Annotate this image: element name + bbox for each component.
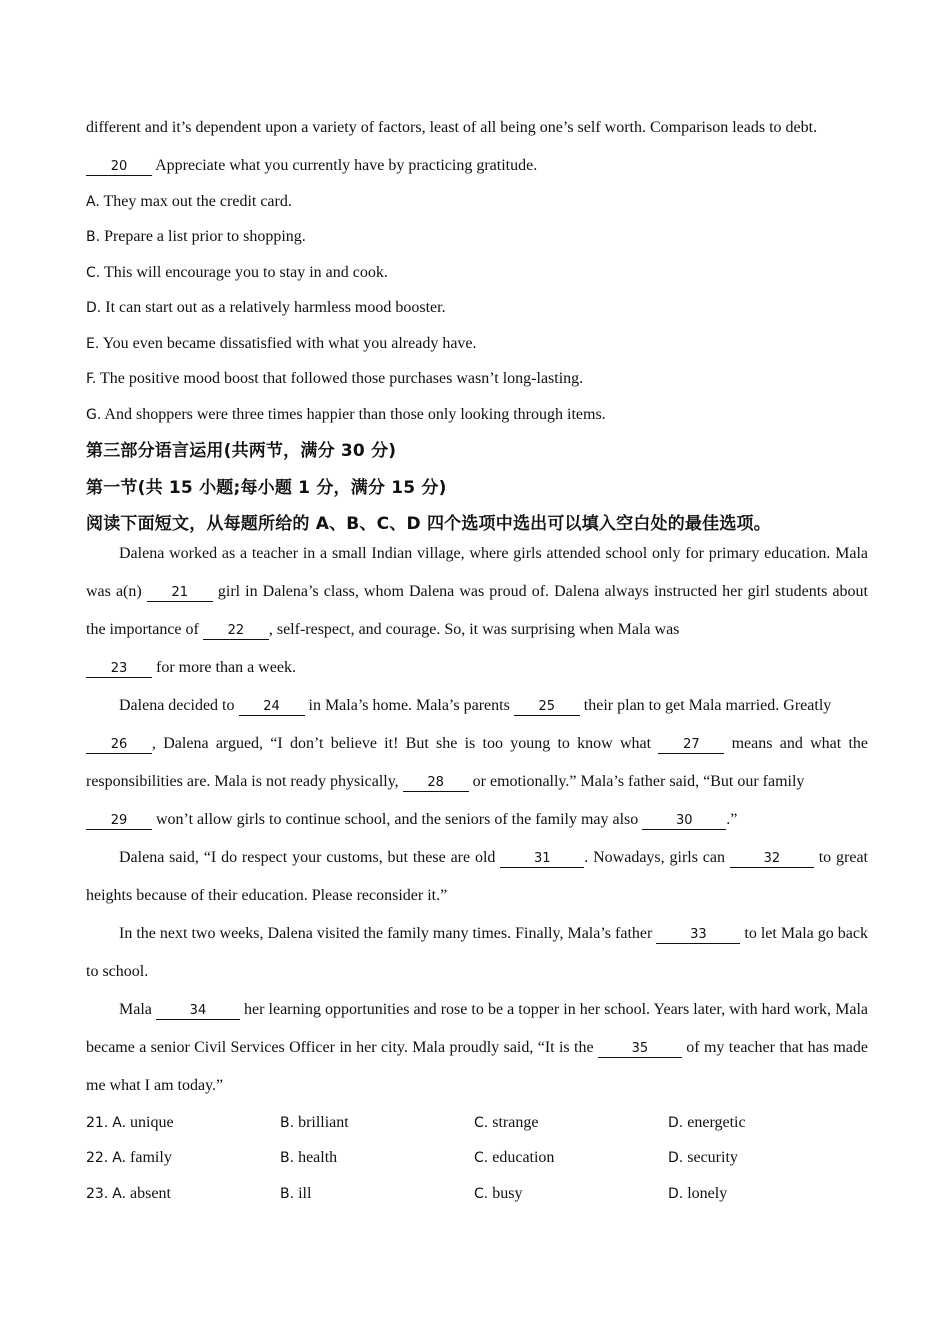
- question-number: 21.: [86, 1114, 109, 1131]
- choice-b: [280, 1144, 474, 1172]
- intro-line: different and it’s dependent upon a variety of factors, least of all being one’s self worth. Comparison leads to debt.: [86, 119, 818, 136]
- choice-letter: C.: [474, 1185, 489, 1202]
- choice-a: [86, 1109, 280, 1137]
- choice-letter: C.: [474, 1114, 489, 1131]
- blank-21: 21: [147, 585, 213, 602]
- blank-29: 29: [86, 813, 152, 830]
- choice-a: [86, 1144, 280, 1172]
- instruction-heading: 阅读下面短文，从每题所给的 A、B、C、D 四个选项中选出可以填入空白处的最佳选项。: [86, 514, 771, 534]
- choice-text: family: [126, 1149, 172, 1166]
- choice-letter: D.: [668, 1114, 684, 1131]
- passage-text: of my teacher that has made me what I am today.”: [86, 1039, 869, 1094]
- passage-text: their plan to get Mala married. Greatly: [579, 697, 832, 714]
- choice-d: [668, 1144, 862, 1172]
- passage-text: , self-respect, and courage. So, it was surprising when Mala was: [268, 621, 680, 638]
- passage-paragraph-3: [86, 839, 868, 915]
- choice-letter: A.: [112, 1150, 127, 1166]
- blank-22: 22: [203, 623, 269, 640]
- choice-letter: D.: [668, 1150, 684, 1166]
- blank-31: 31: [500, 851, 584, 868]
- blank-24: 24: [239, 699, 305, 716]
- choice-letter: A.: [112, 1114, 127, 1131]
- choice-text: unique: [126, 1113, 174, 1131]
- blank-23: 23: [86, 661, 152, 678]
- choice-letter: C.: [474, 1150, 489, 1166]
- blank-25: 25: [514, 699, 580, 716]
- option-text: They max out the credit card.: [99, 192, 292, 210]
- question-list: [86, 1109, 868, 1208]
- blank-27: 27: [658, 737, 724, 754]
- option-text: Prepare a list prior to shopping.: [100, 228, 306, 245]
- option-b: [86, 223, 868, 251]
- choice-letter: B.: [280, 1150, 295, 1166]
- passage-text: to let Mala go back to school.: [86, 925, 869, 980]
- choice-c: [474, 1109, 668, 1137]
- option-text: And shoppers were three times happier than those only looking through items.: [101, 405, 606, 423]
- option-letter: C.: [86, 264, 101, 281]
- passage-text: Dalena decided to: [119, 697, 239, 714]
- choice-text: security: [683, 1149, 738, 1166]
- blank-32: 32: [730, 851, 814, 868]
- option-letter: G.: [86, 406, 102, 423]
- passage-paragraph-5: [86, 991, 868, 1105]
- question-20-text: Appreciate what you currently have by practicing gratitude.: [152, 157, 538, 174]
- option-e: [86, 330, 868, 358]
- choice-d: [668, 1109, 862, 1137]
- blank-20: 20: [86, 159, 152, 176]
- option-letter: E.: [86, 335, 100, 352]
- option-a: [86, 188, 868, 216]
- choice-letter: B.: [280, 1114, 295, 1131]
- passage-text: Dalena worked as a teacher in a small Indian village, where girls attended school only for primary education. Mala was a(n): [86, 545, 868, 600]
- choice-text: busy: [488, 1184, 523, 1202]
- option-text: The positive mood boost that followed those purchases wasn’t long-lasting.: [96, 370, 584, 387]
- section-heading: 第三部分语言运用(共两节，满分 30 分): [86, 441, 397, 461]
- passage-paragraph-4: [86, 915, 868, 991]
- choice-text: ill: [294, 1184, 312, 1202]
- question-20: [86, 152, 868, 180]
- subsection-heading: 第一节(共 15 小题;每小题 1 分，满分 15 分): [86, 477, 447, 498]
- choice-text: brilliant: [294, 1113, 349, 1131]
- blank-35: 35: [598, 1041, 682, 1058]
- passage-text: won’t allow girls to continue school, and the seniors of the family may also: [152, 811, 643, 828]
- blank-34: 34: [156, 1003, 240, 1020]
- choice-text: education: [488, 1149, 555, 1166]
- option-letter: A.: [86, 193, 100, 210]
- choice-text: lonely: [683, 1184, 728, 1202]
- passage-text: for more than a week.: [152, 659, 296, 676]
- option-letter: F.: [86, 371, 97, 387]
- choice-letter: D.: [668, 1185, 684, 1202]
- passage-text: in Mala’s home. Mala’s parents: [304, 697, 514, 714]
- passage-text: . Nowadays, girls can: [584, 849, 730, 866]
- choice-b: [280, 1180, 474, 1208]
- choice-text: strange: [488, 1113, 539, 1131]
- option-letter: D.: [86, 300, 102, 316]
- choice-d: [668, 1180, 862, 1208]
- passage-text: or emotionally.” Mala’s father said, “But our family: [468, 773, 805, 790]
- choice-c: [474, 1144, 668, 1172]
- passage-text: .”: [726, 811, 738, 828]
- choice-letter: B.: [280, 1185, 295, 1202]
- option-list: [86, 188, 868, 429]
- passage-text: her learning opportunities and rose to be a topper in her school. Years later, with hard work, Mala became a senior Civil Services Officer in her city. Mala proudly said, “It is the: [86, 1001, 869, 1056]
- passage-text: Mala: [119, 1001, 156, 1018]
- option-g: [86, 401, 868, 429]
- blank-33: 33: [656, 927, 740, 944]
- choice-text: absent: [126, 1184, 171, 1202]
- choice-a: [86, 1180, 280, 1208]
- option-text: It can start out as a relatively harmless mood booster.: [101, 299, 446, 316]
- choice-text: energetic: [683, 1113, 746, 1131]
- choice-letter: A.: [112, 1185, 127, 1202]
- passage-text: means and what the responsibilities are. Mala is not ready physically,: [86, 735, 869, 790]
- passage-text: girl in Dalena’s class, whom Dalena was proud of. Dalena always instructed her girl students about the importance of: [86, 583, 869, 638]
- question-row-21: [86, 1109, 868, 1137]
- choice-c: [474, 1180, 668, 1208]
- question-number: 22.: [86, 1150, 109, 1166]
- question-row-22: [86, 1144, 868, 1172]
- choice-b: [280, 1109, 474, 1137]
- option-letter: B.: [86, 229, 101, 245]
- passage-paragraph-1: [86, 535, 868, 687]
- option-d: [86, 294, 868, 322]
- blank-30: 30: [642, 813, 726, 830]
- question-number: 23.: [86, 1185, 109, 1202]
- question-row-23: [86, 1180, 868, 1208]
- document-page: [86, 112, 868, 1208]
- option-text: You even became dissatisfied with what you already have.: [99, 334, 477, 352]
- blank-28: 28: [403, 775, 469, 792]
- passage-text: to great heights because of their education. Please reconsider it.”: [86, 849, 869, 904]
- passage-text: In the next two weeks, Dalena visited the family many times. Finally, Mala’s father: [119, 925, 657, 942]
- blank-26: 26: [86, 737, 152, 754]
- option-text: This will encourage you to stay in and cook.: [100, 263, 388, 281]
- option-c: [86, 259, 868, 287]
- passage-paragraph-2: [86, 687, 868, 839]
- option-f: [86, 365, 868, 393]
- passage-text: , Dalena argued, “I don’t believe it! But she is too young to know what: [152, 735, 659, 752]
- choice-text: health: [294, 1149, 338, 1166]
- passage-text: Dalena said, “I do respect your customs, but these are old: [119, 849, 501, 866]
